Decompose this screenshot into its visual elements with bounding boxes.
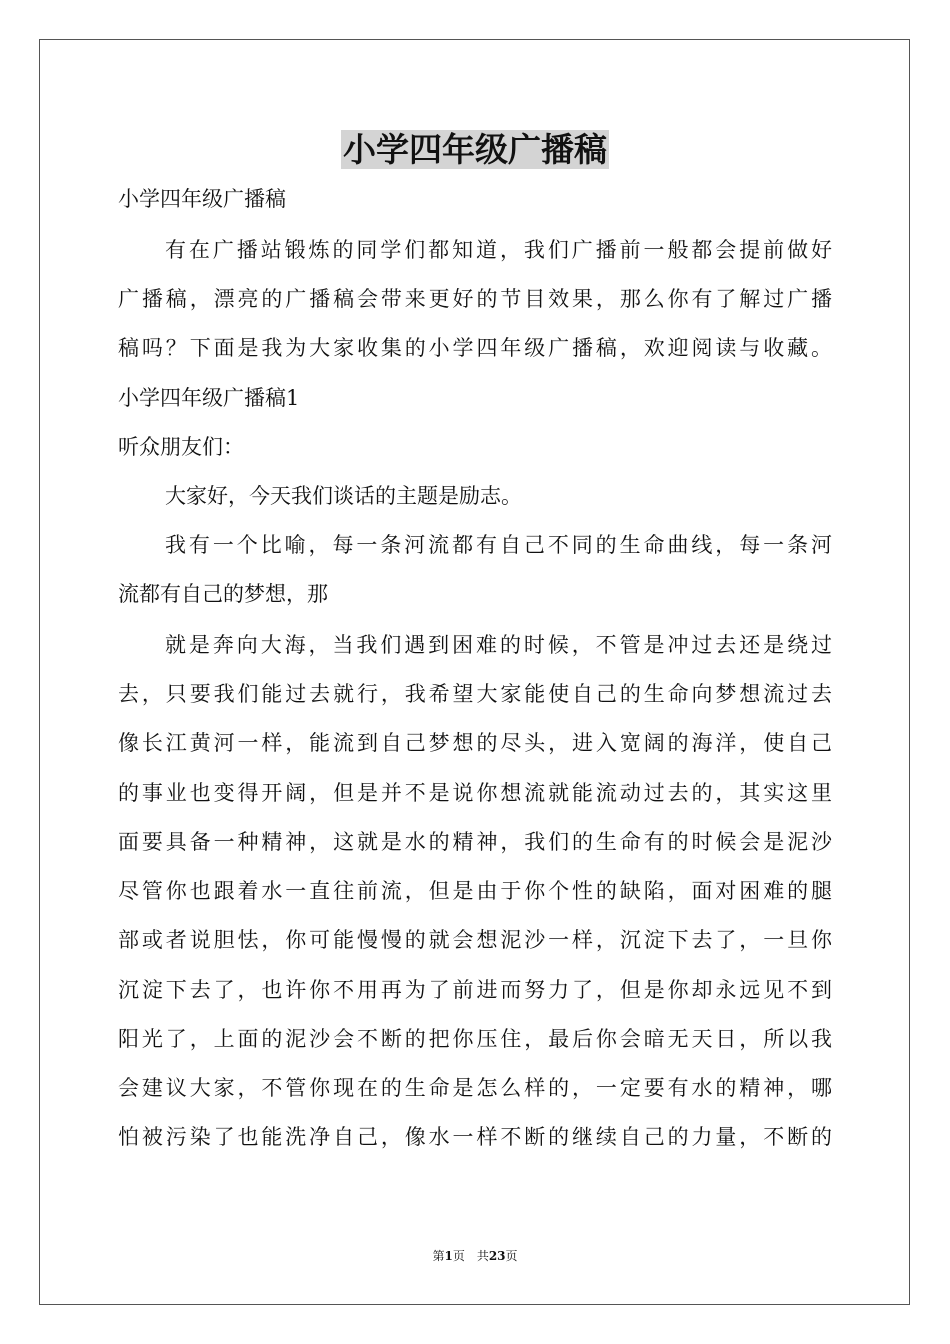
page-footer [0,1248,950,1264]
body-line: 沉淀下去了，也许你不用再为了前进而努力了，但是你却永远见不到 [118,978,832,1002]
salutation-line: 听众朋友们： [118,435,244,459]
page-border [39,39,910,1305]
body-line: 会建议大家，不管你现在的生命是怎么样的，一定要有水的精神，哪 [118,1076,832,1100]
document-title [0,126,950,174]
footer-page-suffix: 页 [505,1249,518,1263]
intro-line: 有在广播站锻炼的同学们都知道，我们广播前一般都会提前做好 [165,238,832,262]
body-line: 怕被污染了也能洗净自己，像水一样不断的继续自己的力量，不断的 [118,1125,832,1149]
footer-page-prefix: 第 [432,1249,445,1263]
body-line: 流都有自己的梦想，那 [118,582,328,606]
body-line: 阳光了，上面的泥沙会不断的把你压住，最后你会暗无天日，所以我 [118,1027,832,1051]
body-line: 像长江黄河一样，能流到自己梦想的尽头，进入宽阔的海洋，使自己 [118,731,832,755]
body-line: 就是奔向大海，当我们遇到困难的时候，不管是冲过去还是绕过 [165,633,832,657]
body-line: 的事业也变得开阔，但是并不是说你想流就能流动过去的，其实这里 [118,781,832,805]
footer-page-mid: 页 共 [452,1249,489,1263]
body-line: 部或者说胆怯，你可能慢慢的就会想泥沙一样，沉淀下去了，一旦你 [118,928,832,952]
section-heading: 小学四年级广播稿1 [118,386,300,410]
footer-page-total: 23 [488,1249,506,1263]
intro-line: 稿吗？下面是我为大家收集的小学四年级广播稿，欢迎阅读与收藏。 [118,336,832,360]
body-line: 大家好，今天我们谈话的主题是励志。 [165,484,522,508]
body-line: 面要具备一种精神，这就是水的精神，我们的生命有的时候会是泥沙 [118,830,832,854]
body-line: 尽管你也跟着水一直往前流，但是由于你个性的缺陷，面对困难的腿 [118,879,832,903]
footer-page-current: 1 [444,1249,453,1263]
subtitle-line: 小学四年级广播稿 [118,187,286,211]
body-line: 我有一个比喻，每一条河流都有自己不同的生命曲线，每一条河 [165,533,832,557]
document-title-text: 小学四年级广播稿 [343,130,607,169]
intro-line: 广播稿，漂亮的广播稿会带来更好的节目效果，那么你有了解过广播 [118,287,832,311]
body-line: 去，只要我们能过去就行，我希望大家能使自己的生命向梦想流过去 [118,682,832,706]
